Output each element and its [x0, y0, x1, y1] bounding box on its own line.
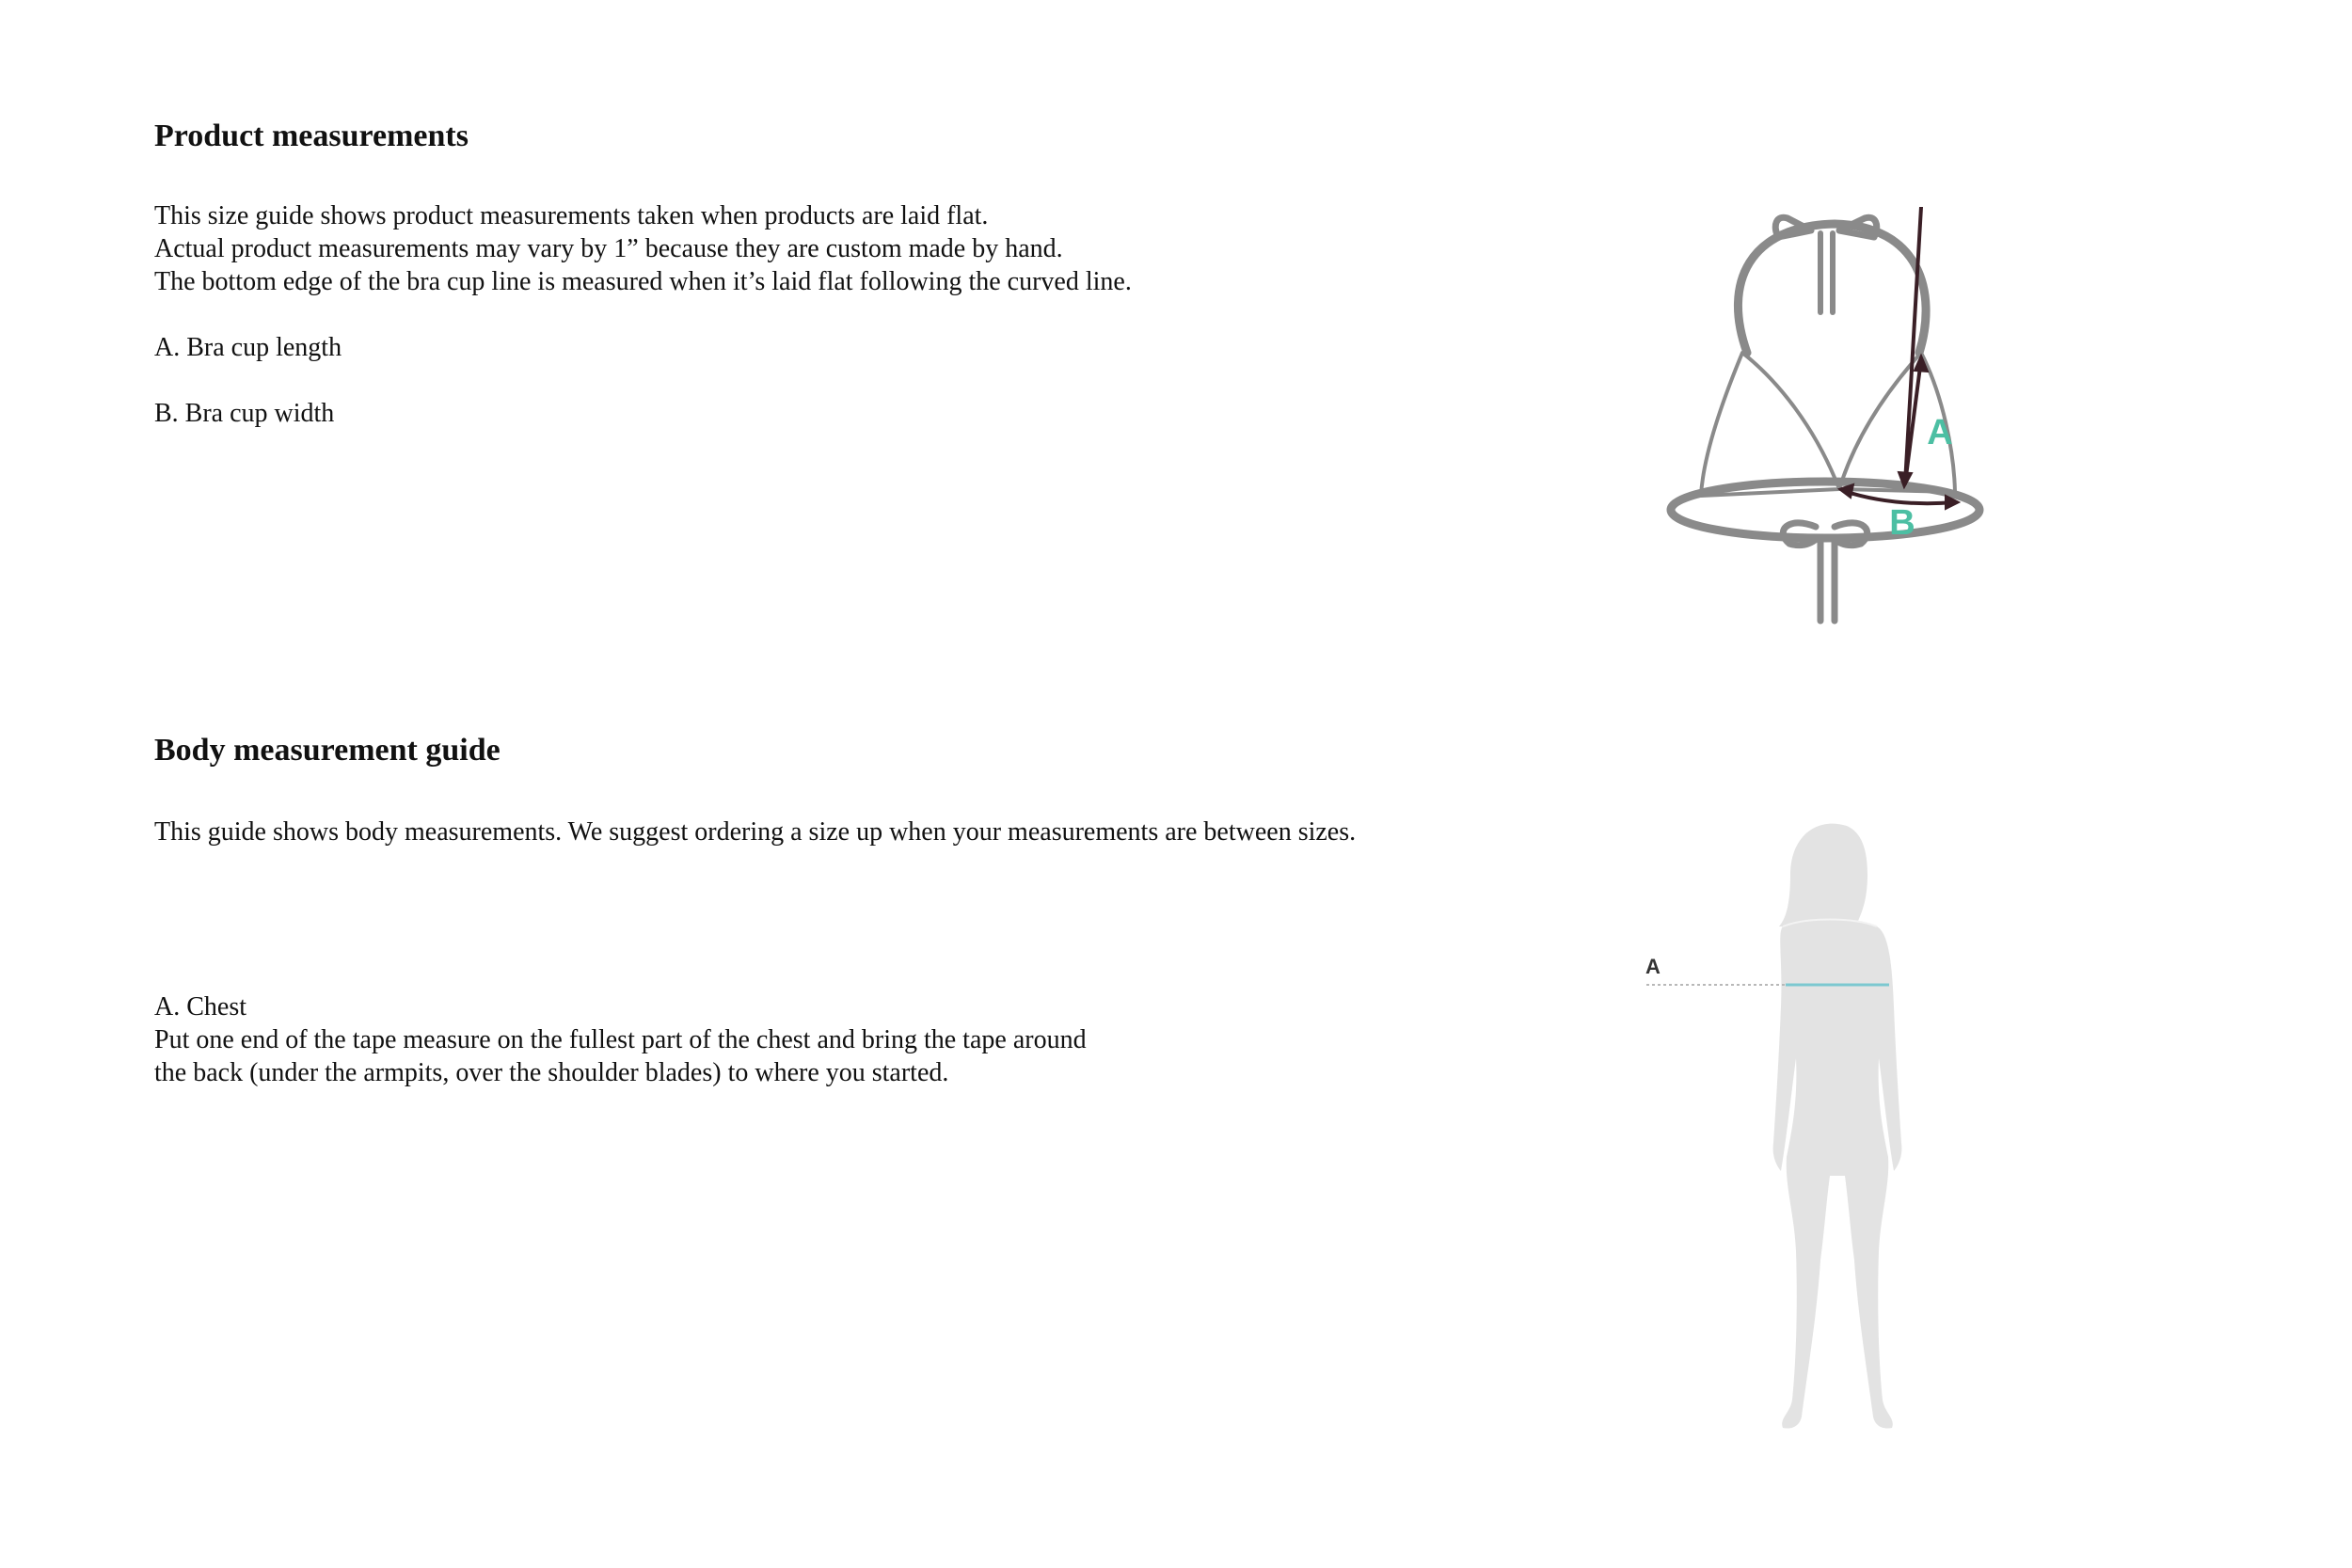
- product-intro: [154, 199, 1132, 298]
- chest-instructions: [154, 990, 1087, 1089]
- product-intro-line-3: The bottom edge of the bra cup line is measured when it’s laid flat following the curved line.: [154, 267, 1132, 296]
- body-silhouette-figure: [1642, 818, 1943, 1430]
- chest-text-line-2: the back (under the armpits, over the shoulder blades) to where you started.: [154, 1058, 949, 1087]
- diagram-label-b: B: [1889, 503, 1915, 543]
- chest-title: A. Chest: [154, 992, 246, 1022]
- item-bra-cup-length: A. Bra cup length: [154, 333, 342, 362]
- body-measurement-guide-title: Body measurement guide: [154, 733, 501, 768]
- item-bra-cup-width: B. Bra cup width: [154, 399, 335, 428]
- chest-text-line-1: Put one end of the tape measure on the fullest part of the chest and bring the tape around: [154, 1025, 1087, 1054]
- body-silhouette-svg: [1642, 818, 1943, 1430]
- bikini-diagram-svg: [1656, 207, 1994, 630]
- bikini-top-diagram: [1656, 207, 1994, 630]
- product-measurements-title: Product measurements: [154, 119, 469, 153]
- body-label-a: A: [1645, 955, 1661, 978]
- diagram-label-a: A: [1927, 413, 1953, 452]
- product-intro-line-2: Actual product measurements may vary by 1” because they are custom made by hand.: [154, 234, 1063, 263]
- body-intro: This guide shows body measurements. We suggest ordering a size up when your measurements are between sizes.: [154, 817, 1357, 847]
- product-intro-line-1: This size guide shows product measurements taken when products are laid flat.: [154, 201, 989, 230]
